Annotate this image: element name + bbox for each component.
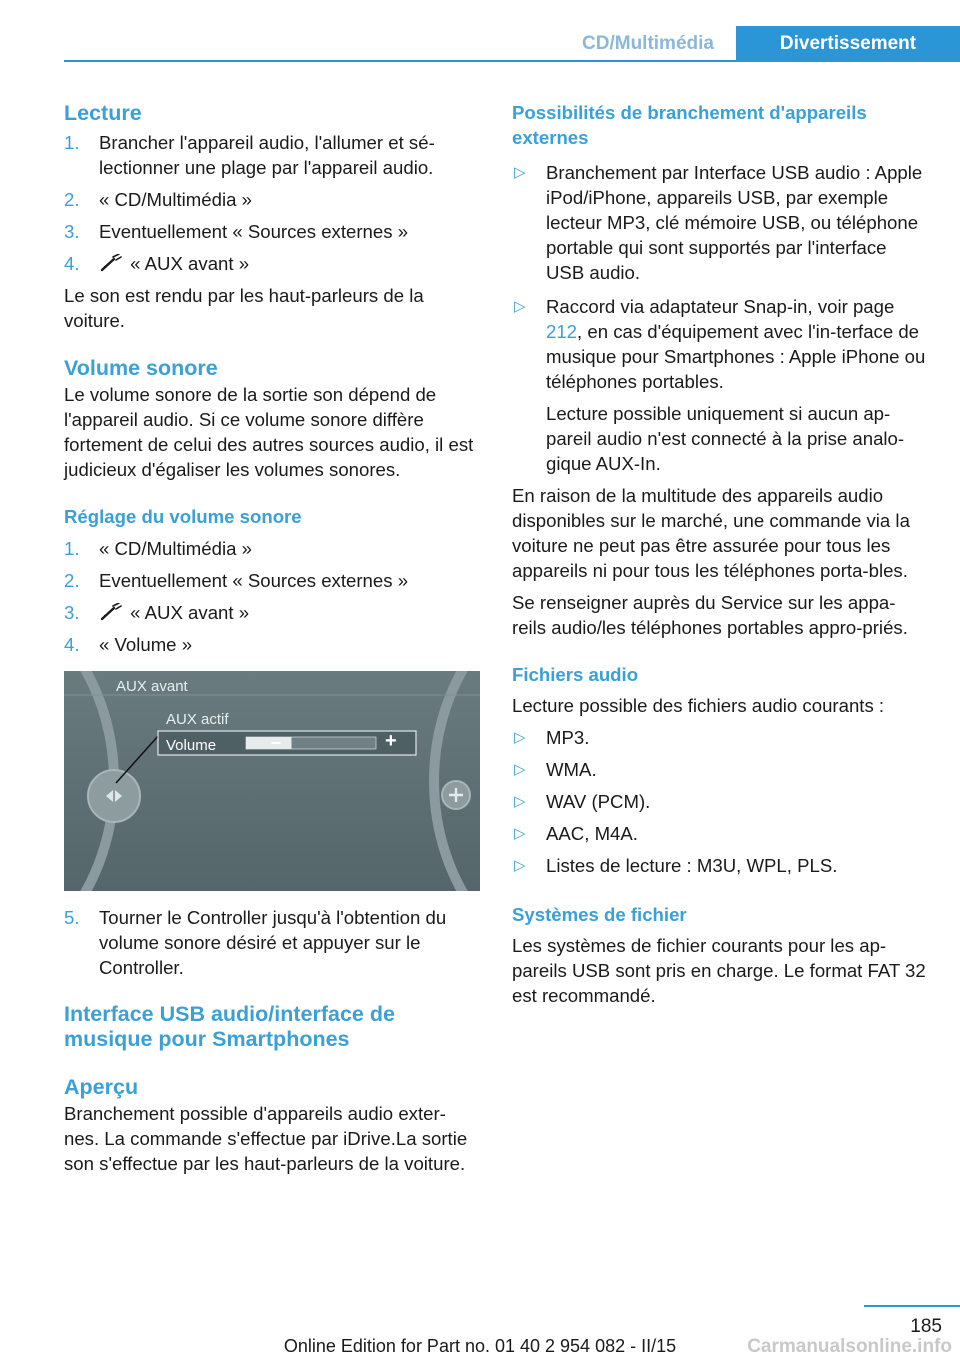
step-number: 3. bbox=[64, 602, 80, 623]
step-number: 3. bbox=[64, 221, 80, 242]
step-number: 4. bbox=[64, 253, 80, 274]
step-text: Eventuellement « Sources externes » bbox=[99, 570, 409, 591]
paragraph: Branchement possible d'appareils audio exter-nes. La commande s'effectue par iDrive.La sortie son s'effectue par les haut-parleurs de la voiture. bbox=[64, 1103, 468, 1174]
bullet-text: MP3. bbox=[546, 727, 590, 748]
list-item bbox=[64, 130, 480, 180]
heading-volume-sonore: Volume sonore bbox=[64, 356, 218, 380]
step-text: « Volume » bbox=[99, 634, 193, 655]
step-number: 1. bbox=[64, 538, 80, 559]
edition-footer: Online Edition for Part no. 01 40 2 954 082 - II/15 bbox=[283, 1336, 677, 1356]
paragraph: Les systèmes de fichier courants pour les ap-pareils USB sont pris en charge. Le format FAT 32 est recommandé. bbox=[512, 935, 926, 1006]
step-number: 4. bbox=[64, 634, 80, 655]
paragraph: Lecture possible des fichiers audio courants : bbox=[512, 695, 885, 716]
paragraph: En raison de la multitude des appareils audio disponibles sur le marché, une commande via la voiture ne peut pas être assurée pour tous les appareils ni pour tous les téléphones porta-bles. bbox=[512, 485, 910, 581]
header-rule bbox=[64, 60, 960, 62]
heading-reglage: Réglage du volume sonore bbox=[64, 506, 302, 527]
right-column bbox=[512, 100, 928, 1008]
list-item bbox=[512, 853, 928, 878]
list-item bbox=[512, 789, 928, 814]
step-text: Brancher l'appareil audio, l'allumer et sé-lectionner une plage par l'appareil audio. bbox=[99, 132, 435, 178]
list-item bbox=[512, 821, 928, 846]
bullet-triangle-icon: ▷ bbox=[514, 164, 526, 181]
list-item bbox=[512, 160, 928, 285]
list-item bbox=[64, 905, 480, 980]
heading-possibilites: Possibilités de branchement d'appareils externes bbox=[512, 102, 867, 148]
page-number-rule bbox=[864, 1305, 960, 1307]
step-number: 2. bbox=[64, 570, 80, 591]
left-column bbox=[64, 100, 480, 1176]
screen-title: AUX avant bbox=[116, 678, 188, 695]
header-active-tab: Divertissement bbox=[736, 26, 960, 61]
list-item bbox=[64, 251, 480, 276]
bullet-text: Raccord via adaptateur Snap-in, voir page bbox=[546, 296, 895, 317]
indented-paragraph: Lecture possible uniquement si aucun ap-pareil audio n'est connecté à la prise analo-gique AUX-In. bbox=[546, 403, 905, 474]
bullet-triangle-icon: ▷ bbox=[514, 298, 526, 315]
step-text: Eventuellement « Sources externes » bbox=[99, 221, 409, 242]
header-section-tab: CD/Multimédia bbox=[582, 33, 714, 54]
step-text: Tourner le Controller jusqu'à l'obtention du volume sonore désiré et appuyer sur le Controller. bbox=[99, 907, 447, 978]
bullet-triangle-icon: ▷ bbox=[514, 761, 526, 778]
bullet-triangle-icon: ▷ bbox=[514, 793, 526, 810]
idrive-screen-image bbox=[64, 671, 480, 891]
list-item bbox=[512, 757, 928, 782]
heading-lecture: Lecture bbox=[64, 101, 142, 125]
bullet-text: WAV (PCM). bbox=[546, 791, 651, 812]
list-item bbox=[512, 294, 928, 394]
bullet-triangle-icon: ▷ bbox=[514, 729, 526, 746]
bullet-text: AAC, M4A. bbox=[546, 823, 638, 844]
bullet-text: Listes de lecture : M3U, WPL, PLS. bbox=[546, 855, 838, 876]
paragraph: Se renseigner auprès du Service sur les appa-reils audio/les téléphones portables appro-priés. bbox=[512, 592, 908, 638]
step-text: « CD/Multimédia » bbox=[99, 189, 252, 210]
aux-plug-icon bbox=[99, 254, 123, 272]
volume-plus-icon: + bbox=[385, 730, 397, 752]
list-item bbox=[64, 568, 480, 593]
step-text: « AUX avant » bbox=[130, 253, 250, 274]
watermark: Carmanualsonline.info bbox=[747, 1336, 952, 1357]
bullet-text: , en cas d'équipement avec l'in-terface de musique pour Smartphones : Apple iPhone ou téléphones portables. bbox=[546, 321, 926, 392]
list-item bbox=[512, 725, 928, 750]
step-number: 2. bbox=[64, 189, 80, 210]
list-item bbox=[64, 600, 480, 625]
step-text: « CD/Multimédia » bbox=[99, 538, 252, 559]
bullet-triangle-icon: ▷ bbox=[514, 825, 526, 842]
heading-fichiers-audio: Fichiers audio bbox=[512, 664, 639, 685]
list-item bbox=[64, 219, 480, 244]
aux-plug-icon bbox=[99, 603, 123, 621]
step-number: 1. bbox=[64, 132, 80, 153]
paragraph: Le son est rendu par les haut-parleurs de la voiture. bbox=[64, 285, 424, 331]
list-item bbox=[64, 187, 480, 212]
bullet-text: Branchement par Interface USB audio : Apple iPod/iPhone, appareils USB, par exemple lecteur MP3, clé mémoire USB, ou téléphone portable qui sont supportés par l'interface USB audio. bbox=[546, 162, 923, 283]
heading-systemes-fichier: Systèmes de fichier bbox=[512, 904, 687, 925]
volume-minus-icon: – bbox=[271, 732, 282, 752]
page-link[interactable]: 212 bbox=[546, 321, 578, 342]
step-text: « AUX avant » bbox=[130, 602, 250, 623]
paragraph: Le volume sonore de la sortie son dépend de l'appareil audio. Si ce volume sonore diffère fortement de celui des autres sources audio, il est judicieux d'égaliser les volumes sonores. bbox=[64, 384, 474, 480]
list-item bbox=[64, 632, 480, 657]
heading-apercu: Aperçu bbox=[64, 1075, 139, 1099]
page-number: 185 bbox=[910, 1316, 942, 1337]
list-item bbox=[64, 536, 480, 561]
heading-interface-usb: Interface USB audio/interface de musique pour Smartphones bbox=[64, 1002, 395, 1051]
step-number: 5. bbox=[64, 907, 80, 928]
bullet-triangle-icon: ▷ bbox=[514, 857, 526, 874]
bullet-text: WMA. bbox=[546, 759, 597, 780]
screen-menu-item-volume: Volume bbox=[166, 737, 217, 754]
screen-menu-item-aux-actif: AUX actif bbox=[166, 711, 229, 728]
